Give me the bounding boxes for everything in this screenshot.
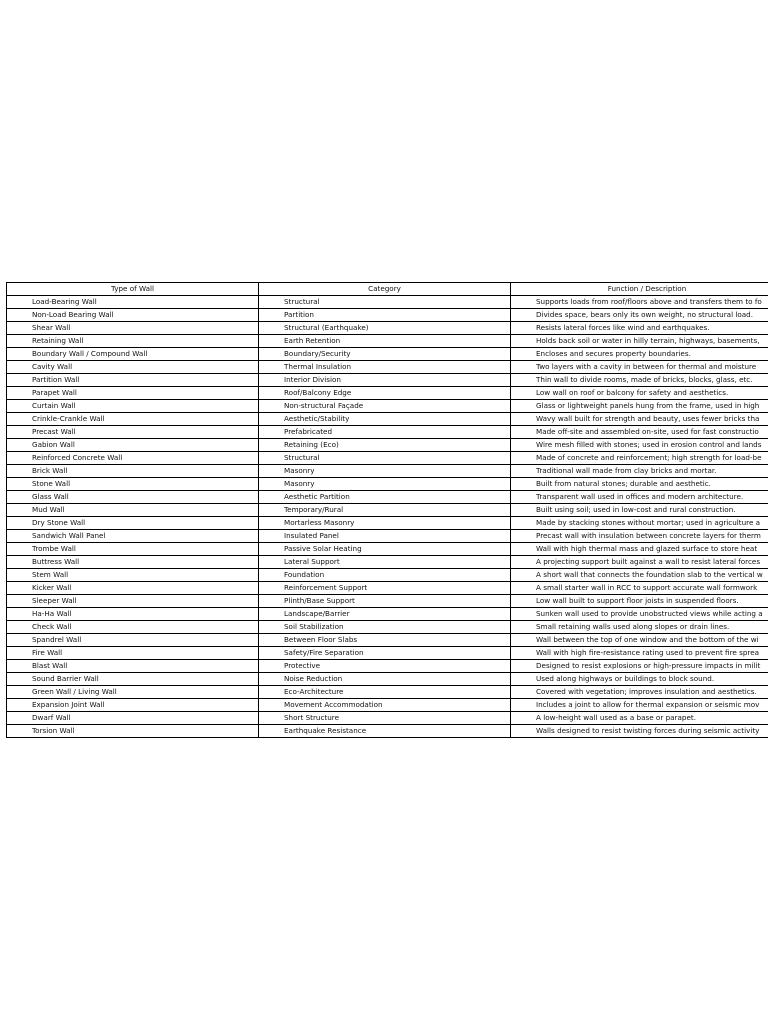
table-row xyxy=(7,426,768,439)
cell-function-description: Small retaining walls used along slopes or drain lines. xyxy=(511,621,768,634)
cell-type-of-wall: Sandwich Wall Panel xyxy=(7,530,259,543)
cell-function-description: Glass or lightweight panels hung from the frame, used in high xyxy=(511,400,768,413)
cell-category: Masonry xyxy=(259,465,511,478)
cell-function-description: Holds back soil or water in hilly terrain, highways, basements, xyxy=(511,335,768,348)
table-row xyxy=(7,582,768,595)
cell-function-description: Used along highways or buildings to block sound. xyxy=(511,673,768,686)
cell-function-description: Wire mesh filled with stones; used in erosion control and lands xyxy=(511,439,768,452)
cell-function-description: Two layers with a cavity in between for thermal and moisture xyxy=(511,361,768,374)
cell-category: Plinth/Base Support xyxy=(259,595,511,608)
cell-function-description: Built from natural stones; durable and aesthetic. xyxy=(511,478,768,491)
cell-function-description: Designed to resist explosions or high-pressure impacts in milit xyxy=(511,660,768,673)
cell-function-description: Made off-site and assembled on-site, used for fast constructio xyxy=(511,426,768,439)
cell-category: Mortarless Masonry xyxy=(259,517,511,530)
cell-category: Short Structure xyxy=(259,712,511,725)
table-body xyxy=(7,296,768,738)
cell-category: Protective xyxy=(259,660,511,673)
cell-function-description: Wall between the top of one window and the bottom of the wi xyxy=(511,634,768,647)
table-row xyxy=(7,647,768,660)
cell-type-of-wall: Load-Bearing Wall xyxy=(7,296,259,309)
cell-type-of-wall: Boundary Wall / Compound Wall xyxy=(7,348,259,361)
cell-type-of-wall: Buttress Wall xyxy=(7,556,259,569)
cell-category: Landscape/Barrier xyxy=(259,608,511,621)
cell-function-description: Low wall on roof or balcony for safety and aesthetics. xyxy=(511,387,768,400)
cell-function-description: Wavy wall built for strength and beauty, uses fewer bricks tha xyxy=(511,413,768,426)
table-row xyxy=(7,543,768,556)
cell-type-of-wall: Sound Barrier Wall xyxy=(7,673,259,686)
cell-type-of-wall: Mud Wall xyxy=(7,504,259,517)
table-row xyxy=(7,725,768,738)
cell-category: Temporary/Rural xyxy=(259,504,511,517)
table-row xyxy=(7,361,768,374)
cell-category: Partition xyxy=(259,309,511,322)
cell-category: Reinforcement Support xyxy=(259,582,511,595)
cell-type-of-wall: Reinforced Concrete Wall xyxy=(7,452,259,465)
cell-type-of-wall: Torsion Wall xyxy=(7,725,259,738)
cell-function-description: Low wall built to support floor joists in suspended floors. xyxy=(511,595,768,608)
cell-category: Noise Reduction xyxy=(259,673,511,686)
cell-function-description: Made by stacking stones without mortar; used in agriculture a xyxy=(511,517,768,530)
cell-function-description: Supports loads from roof/floors above and transfers them to fo xyxy=(511,296,768,309)
cell-function-description: Thin wall to divide rooms, made of bricks, blocks, glass, etc. xyxy=(511,374,768,387)
table-row xyxy=(7,374,768,387)
cell-type-of-wall: Kicker Wall xyxy=(7,582,259,595)
table-row xyxy=(7,439,768,452)
cell-type-of-wall: Brick Wall xyxy=(7,465,259,478)
cell-function-description: Wall with high thermal mass and glazed surface to store heat xyxy=(511,543,768,556)
table-row xyxy=(7,686,768,699)
table-row xyxy=(7,335,768,348)
table-row xyxy=(7,517,768,530)
cell-category: Movement Accommodation xyxy=(259,699,511,712)
cell-type-of-wall: Dwarf Wall xyxy=(7,712,259,725)
cell-category: Soil Stabilization xyxy=(259,621,511,634)
table-row xyxy=(7,400,768,413)
cell-function-description: A small starter wall in RCC to support accurate wall formwork xyxy=(511,582,768,595)
table-row xyxy=(7,660,768,673)
cell-type-of-wall: Cavity Wall xyxy=(7,361,259,374)
cell-type-of-wall: Check Wall xyxy=(7,621,259,634)
cell-function-description: Encloses and secures property boundaries. xyxy=(511,348,768,361)
cell-category: Structural xyxy=(259,296,511,309)
cell-type-of-wall: Partition Wall xyxy=(7,374,259,387)
cell-category: Eco-Architecture xyxy=(259,686,511,699)
cell-function-description: A short wall that connects the foundation slab to the vertical w xyxy=(511,569,768,582)
cell-function-description: Traditional wall made from clay bricks and mortar. xyxy=(511,465,768,478)
header-function-description: Function / Description xyxy=(511,283,768,296)
cell-category: Masonry xyxy=(259,478,511,491)
cell-type-of-wall: Fire Wall xyxy=(7,647,259,660)
cell-type-of-wall: Shear Wall xyxy=(7,322,259,335)
table-row xyxy=(7,491,768,504)
header-category: Category xyxy=(259,283,511,296)
table-row xyxy=(7,387,768,400)
cell-type-of-wall: Gabion Wall xyxy=(7,439,259,452)
cell-type-of-wall: Trombe Wall xyxy=(7,543,259,556)
cell-category: Aesthetic/Stability xyxy=(259,413,511,426)
cell-category: Structural xyxy=(259,452,511,465)
cell-category: Earthquake Resistance xyxy=(259,725,511,738)
header-type-of-wall: Type of Wall xyxy=(7,283,259,296)
cell-category: Between Floor Slabs xyxy=(259,634,511,647)
cell-type-of-wall: Dry Stone Wall xyxy=(7,517,259,530)
cell-type-of-wall: Ha-Ha Wall xyxy=(7,608,259,621)
cell-function-description: Resists lateral forces like wind and earthquakes. xyxy=(511,322,768,335)
cell-function-description: Sunken wall used to provide unobstructed views while acting a xyxy=(511,608,768,621)
cell-type-of-wall: Expansion Joint Wall xyxy=(7,699,259,712)
table-row xyxy=(7,348,768,361)
table-row xyxy=(7,413,768,426)
table-row xyxy=(7,673,768,686)
cell-category: Thermal Insulation xyxy=(259,361,511,374)
cell-function-description: A low-height wall used as a base or parapet. xyxy=(511,712,768,725)
table-row xyxy=(7,504,768,517)
cell-function-description: Transparent wall used in offices and modern architecture. xyxy=(511,491,768,504)
cell-type-of-wall: Glass Wall xyxy=(7,491,259,504)
types-of-wall-table xyxy=(6,282,768,738)
table-row xyxy=(7,309,768,322)
table-row xyxy=(7,322,768,335)
table-row xyxy=(7,712,768,725)
table-row xyxy=(7,465,768,478)
cell-function-description: Walls designed to resist twisting forces during seismic activity xyxy=(511,725,768,738)
cell-category: Aesthetic Partition xyxy=(259,491,511,504)
cell-type-of-wall: Spandrel Wall xyxy=(7,634,259,647)
table-row xyxy=(7,569,768,582)
table-row xyxy=(7,478,768,491)
cell-type-of-wall: Blast Wall xyxy=(7,660,259,673)
table-row xyxy=(7,452,768,465)
header-row xyxy=(7,283,768,296)
cell-type-of-wall: Sleeper Wall xyxy=(7,595,259,608)
cell-type-of-wall: Curtain Wall xyxy=(7,400,259,413)
cell-category: Non-structural Façade xyxy=(259,400,511,413)
table-header xyxy=(7,283,768,296)
cell-type-of-wall: Precast Wall xyxy=(7,426,259,439)
table-row xyxy=(7,699,768,712)
table-row xyxy=(7,296,768,309)
cell-type-of-wall: Stone Wall xyxy=(7,478,259,491)
table-row xyxy=(7,621,768,634)
cell-category: Insulated Panel xyxy=(259,530,511,543)
cell-function-description: Divides space, bears only its own weight, no structural load. xyxy=(511,309,768,322)
cell-category: Safety/Fire Separation xyxy=(259,647,511,660)
cell-function-description: Covered with vegetation; improves insulation and aesthetics. xyxy=(511,686,768,699)
cell-function-description: Includes a joint to allow for thermal expansion or seismic mov xyxy=(511,699,768,712)
cell-category: Interior Division xyxy=(259,374,511,387)
cell-category: Passive Solar Heating xyxy=(259,543,511,556)
table-row xyxy=(7,608,768,621)
cell-category: Roof/Balcony Edge xyxy=(259,387,511,400)
cell-type-of-wall: Green Wall / Living Wall xyxy=(7,686,259,699)
table-row xyxy=(7,556,768,569)
cell-category: Structural (Earthquake) xyxy=(259,322,511,335)
cell-type-of-wall: Parapet Wall xyxy=(7,387,259,400)
cell-function-description: Precast wall with insulation between concrete layers for therm xyxy=(511,530,768,543)
cell-function-description: Wall with high fire-resistance rating used to prevent fire sprea xyxy=(511,647,768,660)
cell-category: Lateral Support xyxy=(259,556,511,569)
cell-category: Earth Retention xyxy=(259,335,511,348)
cell-type-of-wall: Crinkle-Crankle Wall xyxy=(7,413,259,426)
cell-function-description: Built using soil; used in low-cost and rural construction. xyxy=(511,504,768,517)
table-row xyxy=(7,530,768,543)
table-row xyxy=(7,634,768,647)
cell-category: Retaining (Eco) xyxy=(259,439,511,452)
cell-type-of-wall: Stem Wall xyxy=(7,569,259,582)
table-row xyxy=(7,595,768,608)
cell-function-description: A projecting support built against a wall to resist lateral forces xyxy=(511,556,768,569)
cell-type-of-wall: Retaining Wall xyxy=(7,335,259,348)
cell-type-of-wall: Non-Load Bearing Wall xyxy=(7,309,259,322)
cell-category: Foundation xyxy=(259,569,511,582)
cell-category: Prefabricated xyxy=(259,426,511,439)
cell-function-description: Made of concrete and reinforcement; high strength for load-be xyxy=(511,452,768,465)
cell-category: Boundary/Security xyxy=(259,348,511,361)
